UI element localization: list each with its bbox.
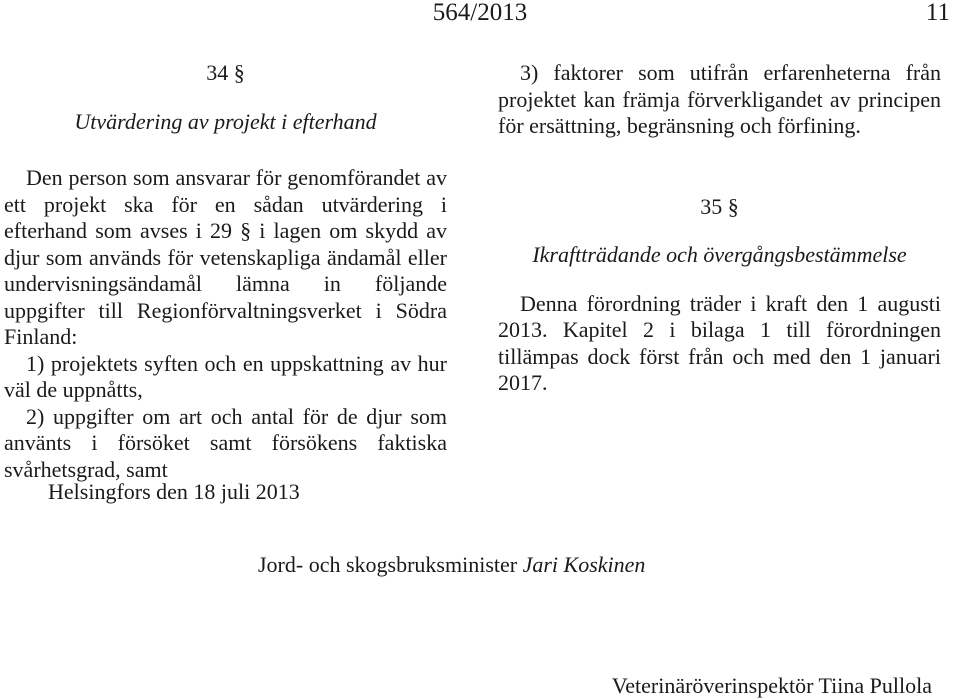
minister-signature [258, 552, 645, 578]
statute-number: 564/2013 [432, 0, 528, 26]
section-34-number: 34 § [206, 60, 245, 85]
left-column [4, 60, 447, 483]
inspector-signature: Veterinäröverinspektör Tiina Pullola [611, 673, 932, 698]
section-35-body: Denna förordning träder i kraft den 1 augusti 2013. Kapitel 2 i bilaga 1 till förordningen tillämpas dock först från och med den 1 januari 2017. [498, 290, 941, 395]
right-column [498, 60, 941, 397]
minister-title: Jord- och skogsbruksminister [258, 552, 518, 577]
section-34-item-2: 2) uppgifter om art och antal för de djur som använts i försöket samt försökens faktiska svårhetsgrad, samt [4, 403, 447, 482]
section-34-intro: Den person som ansvarar för genomförandet av ett projekt ska för en sådan utvärdering i efterhand som avses i 29 § i lagen om skydd av djur som används för vetenskapliga ändamål eller undervisningsändamål lämna in följande uppgifter till Regionförvaltningsverket i Södra Finland: [4, 165, 447, 349]
section-35-title: Ikraftträdande och övergångsbestämmelse [532, 242, 907, 267]
place-and-date: Helsingfors den 18 juli 2013 [48, 479, 300, 504]
section-34-item-3: 3) faktorer som utifrån erfarenheterna från projektet kan främja förverkligandet av principen för ersättning, begränsning och förfining. [498, 60, 941, 138]
section-34-item-1: 1) projektets syften och en uppskattning av hur väl de uppnåtts, [4, 350, 447, 402]
section-35-number: 35 § [700, 193, 739, 219]
section-34-title: Utvärdering av projekt i efterhand [74, 108, 377, 134]
minister-name: Jari Koskinen [522, 552, 646, 577]
page-number: 11 [925, 0, 950, 26]
